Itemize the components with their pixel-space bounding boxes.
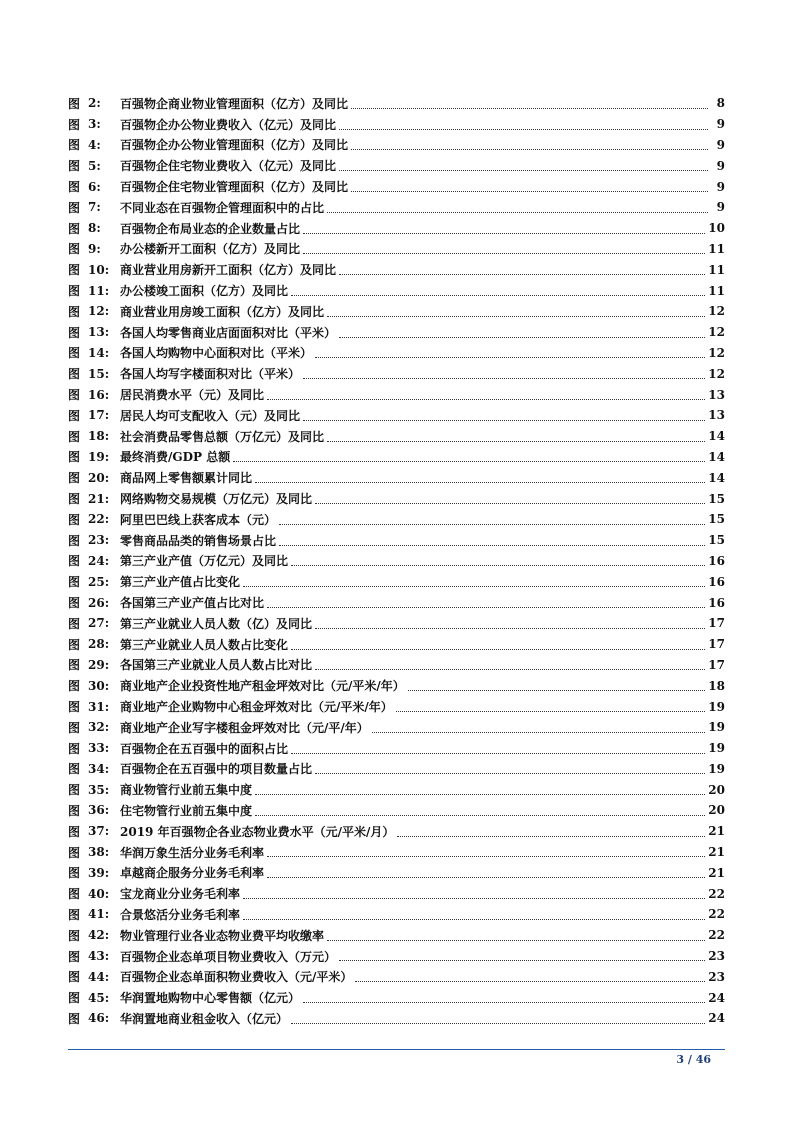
toc-entry[interactable] (68, 904, 725, 925)
figure-title-link[interactable]: 最终消费/GDP 总额 (120, 450, 231, 465)
figure-number: 21: (88, 491, 110, 506)
dot-leader (243, 919, 705, 920)
figure-prefix: 图 (68, 949, 81, 964)
figure-prefix: 图 (68, 596, 81, 611)
figure-number: 33: (88, 741, 110, 756)
figure-title-link[interactable]: 百强物企在五百强中的项目数量占比 (120, 762, 313, 777)
toc-entry[interactable] (68, 530, 725, 551)
figure-page-number[interactable]: 12 (708, 304, 725, 319)
figure-page-number[interactable]: 15 (708, 491, 725, 506)
figure-prefix: 图 (68, 96, 81, 111)
figure-prefix: 图 (68, 700, 81, 714)
figure-title-link[interactable]: 第三产业就业人员人数占比变化 (120, 637, 289, 652)
dot-leader (303, 233, 705, 234)
figure-prefix: 图 (68, 991, 81, 1006)
figure-title-link[interactable]: 百强物企办公物业管理面积（亿方）及同比 (120, 138, 349, 153)
dot-leader (291, 295, 705, 296)
figure-prefix: 图 (68, 138, 81, 153)
figure-page-number[interactable]: 14 (708, 470, 725, 485)
dot-leader (291, 649, 705, 650)
figure-number: 17: (88, 408, 110, 423)
dot-leader (327, 940, 705, 941)
figure-page-number[interactable]: 13 (708, 408, 725, 423)
figure-number: 46: (88, 1011, 110, 1026)
figure-page-number[interactable]: 15 (708, 512, 725, 527)
figure-page-number[interactable]: 10 (708, 221, 725, 236)
figure-prefix: 图 (68, 429, 81, 444)
figure-title-link[interactable]: 不同业态在百强物企管理面积中的占比 (120, 200, 325, 215)
dot-leader (279, 524, 705, 525)
figure-prefix: 图 (68, 159, 81, 174)
toc-entry[interactable] (68, 197, 725, 218)
figure-number: 26: (88, 595, 110, 610)
figure-title-link[interactable]: 居民消费水平（元）及同比 (120, 388, 265, 403)
dot-leader (315, 503, 705, 504)
figure-prefix: 图 (68, 866, 81, 881)
toc-entry[interactable] (68, 509, 725, 530)
dot-leader (339, 129, 708, 130)
figure-title-link[interactable]: 各国人均零售商业店面面积对比（平米） (120, 325, 337, 340)
figure-number: 14: (88, 345, 110, 360)
figure-prefix: 图 (68, 117, 81, 132)
figure-number: 13: (88, 325, 110, 340)
figure-number: 6: (88, 179, 101, 194)
dot-leader (255, 482, 705, 483)
dot-leader (267, 607, 705, 608)
toc-entry[interactable] (68, 218, 725, 239)
dot-leader (327, 441, 705, 442)
figure-title-link[interactable]: 百强物企业态单项目物业费收入（万元） (120, 949, 337, 964)
toc-entry[interactable] (68, 613, 725, 634)
figure-prefix: 图 (68, 533, 81, 548)
list-of-figures (68, 93, 725, 1029)
figure-page-number[interactable]: 11 (708, 241, 725, 256)
figure-number: 12: (88, 304, 110, 319)
figure-prefix: 图 (68, 575, 81, 590)
figure-page-number[interactable]: 21 (708, 865, 725, 880)
figure-number: 8: (88, 221, 101, 236)
figure-page-number[interactable]: 14 (708, 429, 725, 444)
figure-number: 24: (88, 553, 110, 568)
figure-number: 3: (88, 117, 101, 132)
figure-page-number[interactable]: 21 (708, 845, 725, 860)
dot-leader (315, 773, 705, 774)
figure-page-number[interactable]: 9 (716, 137, 725, 152)
figure-number: 15: (88, 366, 110, 381)
figure-page-number[interactable]: 11 (708, 283, 725, 298)
dot-leader (351, 191, 708, 192)
figure-prefix: 图 (68, 408, 81, 423)
figure-number: 23: (88, 533, 110, 548)
toc-entry[interactable] (68, 925, 725, 946)
dot-leader (291, 1023, 705, 1024)
toc-entry[interactable] (68, 821, 725, 842)
toc-entry[interactable] (68, 592, 725, 613)
figure-number: 34: (88, 761, 110, 776)
figure-title-link[interactable]: 办公楼新开工面积（亿方）及同比 (120, 242, 301, 257)
figure-page-number[interactable]: 23 (708, 949, 725, 964)
figure-number: 22: (88, 512, 110, 527)
toc-entry[interactable] (68, 405, 725, 426)
figure-page-number[interactable]: 17 (708, 637, 725, 652)
figure-title-link[interactable]: 物业管理行业各业态物业费平均收缴率 (120, 928, 325, 943)
figure-title-link[interactable]: 百强物企住宅物业费收入（亿元）及同比 (120, 159, 337, 174)
figure-title-link[interactable]: 零售商品品类的销售场景占比 (120, 533, 277, 548)
toc-entry[interactable] (68, 301, 725, 322)
toc-entry[interactable] (68, 488, 725, 509)
figure-page-number[interactable]: 9 (716, 158, 725, 173)
toc-entry[interactable] (68, 738, 725, 759)
figure-number: 2: (88, 96, 101, 111)
dot-leader (397, 836, 705, 837)
figure-number: 40: (88, 886, 110, 901)
figure-number: 11: (88, 283, 110, 298)
toc-entry[interactable] (68, 655, 725, 676)
figure-prefix: 图 (68, 492, 81, 507)
figure-page-number[interactable]: 19 (708, 741, 725, 756)
dot-leader (243, 586, 705, 587)
toc-entry[interactable] (68, 114, 725, 135)
figure-page-number[interactable]: 12 (708, 325, 725, 340)
figure-page-number[interactable]: 19 (708, 761, 725, 776)
figure-page-number[interactable]: 22 (708, 907, 725, 922)
figure-prefix: 图 (68, 1011, 81, 1026)
figure-prefix: 图 (68, 242, 81, 257)
dot-leader (315, 357, 705, 358)
figure-page-number[interactable]: 22 (708, 886, 725, 901)
figure-prefix: 图 (68, 907, 81, 922)
dot-leader (339, 170, 708, 171)
figure-page-number[interactable]: 16 (708, 553, 725, 568)
figure-prefix: 图 (68, 762, 81, 777)
dot-leader (408, 690, 706, 691)
dot-leader (315, 628, 705, 629)
figure-title-link[interactable]: 商业物管行业前五集中度 (120, 783, 253, 798)
toc-entry[interactable] (68, 447, 725, 468)
figure-page-number[interactable]: 13 (708, 387, 725, 402)
figure-prefix: 图 (68, 658, 81, 673)
figure-title-link[interactable]: 各国第三产业就业人员人数占比对比 (120, 658, 313, 673)
figure-prefix: 图 (68, 200, 81, 215)
figure-title-link[interactable]: 华润置地购物中心零售额（亿元） (120, 991, 301, 1006)
dot-leader (291, 565, 705, 566)
figure-number: 16: (88, 387, 110, 402)
page-indicator: 3 / 46 (676, 1053, 711, 1066)
toc-entry[interactable] (68, 135, 725, 156)
figure-page-number[interactable]: 9 (716, 117, 725, 132)
figure-number: 19: (88, 449, 110, 464)
figure-title-link[interactable]: 第三产业产值占比变化 (120, 575, 241, 590)
figure-title-link[interactable]: 网络购物交易规模（万亿元）及同比 (120, 492, 313, 507)
toc-entry[interactable] (68, 1008, 725, 1029)
figure-page-number[interactable]: 9 (716, 179, 725, 194)
dot-leader (327, 316, 705, 317)
figure-prefix: 图 (68, 450, 81, 465)
figure-number: 7: (88, 200, 101, 215)
figure-title-link[interactable]: 百强物企在五百强中的面积占比 (120, 741, 289, 756)
figure-number: 27: (88, 616, 110, 631)
toc-entry[interactable] (68, 259, 725, 280)
toc-entry[interactable] (68, 426, 725, 447)
figure-page-number[interactable]: 16 (708, 595, 725, 610)
figure-title-link[interactable]: 商业地产企业购物中心租金坪效对比（元/平米/年） (120, 700, 393, 714)
figure-prefix: 图 (68, 928, 81, 943)
figure-prefix: 图 (68, 637, 81, 652)
figure-prefix: 图 (68, 887, 81, 902)
figure-title-link[interactable]: 卓越商企服务分业务毛利率 (120, 866, 265, 881)
figure-title-link[interactable]: 商业地产企业写字楼租金坪效对比（元/平/年） (120, 720, 369, 735)
figure-title-link[interactable]: 华润置地商业租金收入（亿元） (120, 1011, 289, 1026)
dot-leader (291, 753, 705, 754)
toc-entry[interactable] (68, 239, 725, 260)
figure-prefix: 图 (68, 720, 81, 735)
dot-leader (303, 253, 705, 254)
figure-prefix: 图 (68, 803, 81, 818)
dot-leader (303, 420, 705, 421)
dot-leader (303, 378, 705, 379)
toc-entry[interactable] (68, 759, 725, 780)
figure-title-link[interactable]: 商业营业用房新开工面积（亿方）及同比 (120, 263, 337, 278)
figure-title-link[interactable]: 住宅物管行业前五集中度 (120, 803, 253, 818)
figure-prefix: 图 (68, 388, 81, 403)
figure-page-number[interactable]: 15 (708, 533, 725, 548)
figure-title-link[interactable]: 华润万象生活分业务毛利率 (120, 845, 265, 860)
figure-page-number[interactable]: 17 (708, 657, 725, 672)
figure-page-number[interactable]: 23 (708, 969, 725, 984)
figure-page-number[interactable]: 19 (708, 720, 725, 735)
dot-leader (267, 856, 705, 857)
figure-page-number[interactable]: 21 (708, 824, 725, 839)
figure-prefix: 图 (68, 679, 81, 694)
figure-page-number[interactable]: 8 (716, 96, 725, 111)
figure-number: 28: (88, 637, 110, 652)
figure-title-link[interactable]: 百强物企住宅物业管理面积（亿方）及同比 (120, 180, 349, 195)
toc-entry[interactable] (68, 634, 725, 655)
dot-leader (267, 877, 705, 878)
dot-leader (303, 1002, 705, 1003)
figure-page-number[interactable]: 24 (708, 990, 725, 1005)
figure-prefix: 图 (68, 783, 81, 798)
dot-leader (255, 815, 705, 816)
toc-entry[interactable] (68, 862, 725, 883)
dot-leader (267, 399, 705, 400)
figure-page-number[interactable]: 12 (708, 366, 725, 381)
dot-leader (243, 898, 705, 899)
toc-entry[interactable] (68, 987, 725, 1008)
dot-leader (339, 960, 705, 961)
figure-number: 29: (88, 657, 110, 672)
figure-page-number[interactable]: 14 (708, 449, 725, 464)
figure-number: 43: (88, 949, 110, 964)
figure-page-number[interactable]: 19 (708, 699, 725, 714)
toc-entry[interactable] (68, 675, 725, 696)
figure-prefix: 图 (68, 304, 81, 319)
figure-prefix: 图 (68, 367, 81, 382)
figure-page-number[interactable]: 12 (708, 345, 725, 360)
figure-title-link[interactable]: 商业地产企业投资性地产租金坪效对比（元/平米/年） (120, 679, 405, 694)
figure-title-link[interactable]: 百强物企业态单面积物业费收入（元/平米） (120, 970, 353, 985)
figure-number: 39: (88, 865, 110, 880)
dot-leader (339, 337, 705, 338)
figure-prefix: 图 (68, 824, 81, 839)
figure-number: 9: (88, 241, 101, 256)
figure-title-link[interactable]: 阿里巴巴线上获客成本（元） (120, 512, 277, 527)
figure-number: 41: (88, 907, 110, 922)
figure-title-link[interactable]: 各国人均购物中心面积对比（平米） (120, 346, 313, 361)
figure-number: 4: (88, 137, 101, 152)
figure-number: 5: (88, 158, 101, 173)
figure-title-link[interactable]: 办公楼竣工面积（亿方）及同比 (120, 284, 289, 299)
figure-title-link[interactable]: 商品网上零售额累计同比 (120, 471, 253, 486)
dot-leader (355, 981, 705, 982)
figure-prefix: 图 (68, 221, 81, 236)
toc-entry[interactable] (68, 571, 725, 592)
figure-title-link[interactable]: 合景悠活分业务毛利率 (120, 907, 241, 922)
toc-entry[interactable] (68, 800, 725, 821)
dot-leader (339, 274, 705, 275)
dot-leader (255, 794, 705, 795)
toc-entry[interactable] (68, 467, 725, 488)
figure-title-link[interactable]: 各国人均写字楼面积对比（平米） (120, 367, 301, 382)
figure-page-number[interactable]: 18 (708, 678, 725, 693)
toc-entry[interactable] (68, 946, 725, 967)
figure-title-link[interactable]: 百强物企办公物业费收入（亿元）及同比 (120, 117, 337, 132)
figure-number: 37: (88, 824, 110, 839)
figure-prefix: 图 (68, 741, 81, 756)
figure-prefix: 图 (68, 471, 81, 486)
figure-prefix: 图 (68, 554, 81, 569)
figure-page-number[interactable]: 22 (708, 928, 725, 943)
toc-entry[interactable] (68, 343, 725, 364)
figure-title-link[interactable]: 居民人均可支配收入（元）及同比 (120, 408, 301, 423)
dot-leader (327, 212, 708, 213)
dot-leader (351, 108, 708, 109)
toc-entry[interactable] (68, 842, 725, 863)
figure-title-link[interactable]: 2019 年百强物企各业态物业费水平（元/平米/月） (120, 824, 395, 839)
figure-prefix: 图 (68, 845, 81, 860)
figure-title-link[interactable]: 商业营业用房竣工面积（亿方）及同比 (120, 304, 325, 319)
dot-leader (396, 711, 706, 712)
toc-entry[interactable] (68, 551, 725, 572)
figure-page-number[interactable]: 9 (716, 200, 725, 215)
figure-prefix: 图 (68, 512, 81, 527)
figure-title-link[interactable]: 第三产业产值（万亿元）及同比 (120, 554, 289, 569)
figure-number: 44: (88, 969, 110, 984)
figure-number: 32: (88, 720, 110, 735)
figure-page-number[interactable]: 20 (708, 782, 725, 797)
figure-number: 38: (88, 845, 110, 860)
toc-entry[interactable] (68, 966, 725, 987)
figure-number: 18: (88, 429, 110, 444)
figure-number: 42: (88, 928, 110, 943)
figure-page-number[interactable]: 24 (708, 1011, 725, 1026)
figure-number: 10: (88, 262, 110, 277)
figure-prefix: 图 (68, 616, 81, 631)
dot-leader (279, 545, 705, 546)
figure-page-number[interactable]: 20 (708, 803, 725, 818)
figure-number: 36: (88, 803, 110, 818)
figure-number: 20: (88, 470, 110, 485)
toc-entry[interactable] (68, 155, 725, 176)
figure-number: 25: (88, 574, 110, 589)
figure-prefix: 图 (68, 284, 81, 299)
figure-page-number[interactable]: 11 (708, 262, 725, 277)
figure-prefix: 图 (68, 970, 81, 985)
figure-title-link[interactable]: 第三产业就业人员人数（亿）及同比 (120, 616, 313, 631)
toc-entry[interactable] (68, 384, 725, 405)
toc-entry[interactable] (68, 93, 725, 114)
figure-prefix: 图 (68, 263, 81, 278)
toc-entry[interactable] (68, 363, 725, 384)
dot-leader (372, 732, 706, 733)
figure-page-number[interactable]: 16 (708, 574, 725, 589)
toc-entry[interactable] (68, 717, 725, 738)
figure-number: 30: (88, 678, 110, 693)
dot-leader (351, 149, 708, 150)
figure-number: 45: (88, 990, 110, 1005)
toc-entry[interactable] (68, 696, 725, 717)
figure-number: 35: (88, 782, 110, 797)
figure-number: 31: (88, 699, 110, 714)
toc-entry[interactable] (68, 322, 725, 343)
dot-leader (315, 669, 705, 670)
toc-entry[interactable] (68, 883, 725, 904)
figure-prefix: 图 (68, 180, 81, 195)
figure-title-link[interactable]: 宝龙商业分业务毛利率 (120, 887, 241, 902)
dot-leader (233, 461, 705, 462)
figure-title-link[interactable]: 各国第三产业产值占比对比 (120, 596, 265, 611)
toc-entry[interactable] (68, 779, 725, 800)
figure-title-link[interactable]: 社会消费品零售总额（万亿元）及同比 (120, 429, 325, 444)
figure-title-link[interactable]: 百强物企商业物业管理面积（亿方）及同比 (120, 96, 349, 111)
toc-entry[interactable] (68, 280, 725, 301)
figure-prefix: 图 (68, 325, 81, 340)
figure-page-number[interactable]: 17 (708, 616, 725, 631)
footer-rule (68, 1049, 725, 1050)
figure-title-link[interactable]: 百强物企布局业态的企业数量占比 (120, 221, 301, 236)
figure-prefix: 图 (68, 346, 81, 361)
toc-entry[interactable] (68, 176, 725, 197)
